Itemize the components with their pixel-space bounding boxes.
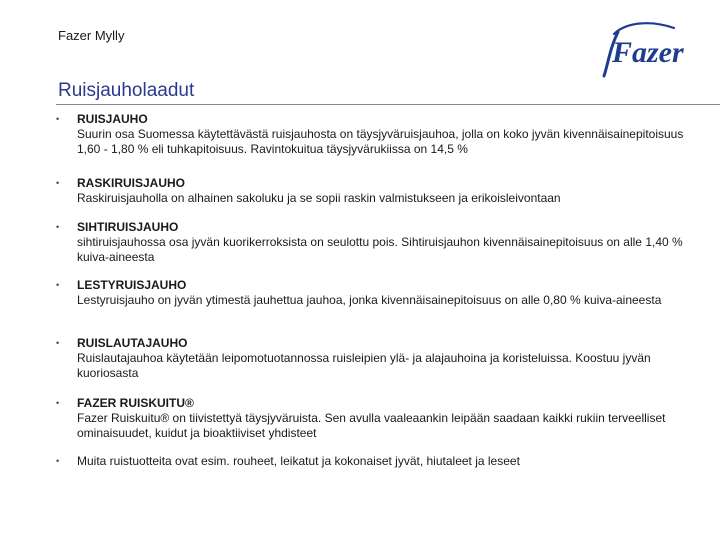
bullet-icon: • [56,338,60,348]
item-text: Lestyruisjauho on jyvän ytimestä jauhettua jauhoa, jonka kivennäisainepitoisuus on alle 0,80 % kuiva-aineesta [77,293,662,307]
item-text: Muita ruistuotteita ovat esim. rouheet, leikatut ja kokonaiset jyvät, hiutaleet ja leseet [77,454,520,468]
bullet-icon: • [56,178,60,188]
bullet-icon: • [56,222,60,232]
item-heading: FAZER RUISKUITU® [77,396,194,410]
bullet-icon: • [56,398,60,408]
item-heading: RASKIRUISJAUHO [77,176,186,190]
item-heading: SIHTIRUISJAUHO [77,220,179,234]
item-text: Ruislautajauhoa käytetään leipomotuotannossa ruisleipien ylä- ja alajauhoina ja koristeluissa. Koostuu jyvän kuoriosasta [77,351,651,380]
item-text: Fazer Ruiskuitu® on tiivistettyä täysjyväruista. Sen avulla vaaleaankin leipään saadaan kaikki rukiin terveelliset ominaisuudet, kuidut ja bioaktiiviset yhdisteet [77,411,666,440]
title-divider [56,104,720,105]
logo-text: Fazer [612,36,684,69]
bullet-icon: • [56,280,60,290]
page-title: Ruisjauholaadut [58,80,195,101]
brand-label: Fazer Mylly [58,28,125,43]
item-heading: LESTYRUISJAUHO [77,278,187,292]
fazer-logo [596,18,686,80]
item-text: Suurin osa Suomessa käytettävästä ruisjauhosta on täysjyväruisjauhoa, jolla on koko jyvän kivennäisainepitoisuus 1,60 - 1,80 % eli tuhkapitoisuus. Ravintokuitua täysjyvärukiissa on 14,5 % [77,127,684,156]
item-text: Raskiruisjauholla on alhainen sakoluku ja se sopii raskin valmistukseen ja erikoisleivontaan [77,191,561,205]
item-heading: RUISLAUTAJAUHO [77,336,188,350]
item-text: sihtiruisjauhossa osa jyvän kuorikerroksista on seulottu pois. Sihtiruisjauhon kivennäisainepitoisuus on alle 1,40 % kuiva-aineesta [77,235,683,264]
item-heading: RUISJAUHO [77,112,148,126]
bullet-icon: • [56,456,60,466]
bullet-icon: • [56,114,60,124]
